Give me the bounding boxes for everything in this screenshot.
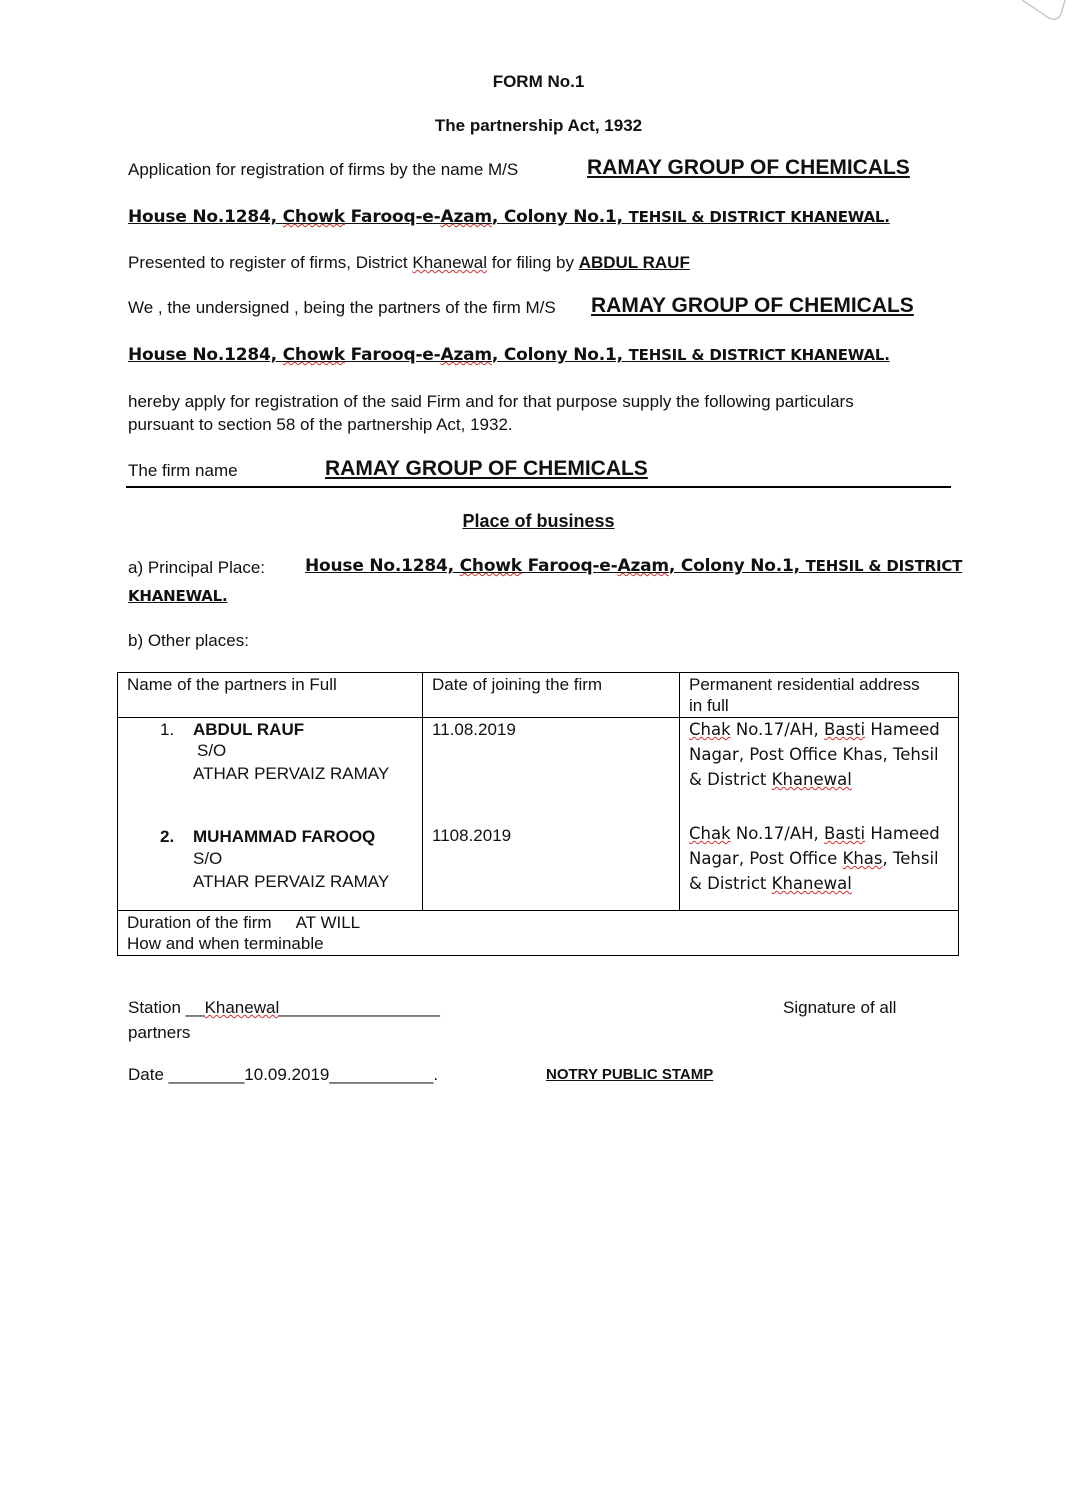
- duration-cell: [118, 911, 959, 956]
- act-title: The partnership Act, 1932: [434, 116, 643, 135]
- undersigned-prefix: We , the undersigned , being the partners of the firm M/S: [128, 298, 556, 317]
- address-line2: Nagar, Post Office Khas, Tehsil: [689, 745, 939, 764]
- address-part1: House No.1284,: [128, 345, 283, 365]
- address-chak-no: No.17/AH,: [730, 720, 825, 739]
- address-chowk: Chowk: [459, 556, 522, 576]
- principal-address: [305, 556, 962, 576]
- date-line: [128, 1065, 438, 1085]
- partner-2-name: MUHAMMAD FAROOQ: [193, 827, 376, 846]
- partner-1-number: 1.: [160, 720, 175, 739]
- address-basti: Basti: [824, 720, 866, 739]
- principal-tehsil: TEHSIL & DISTRICT: [805, 557, 963, 575]
- station-value: Khanewal: [204, 998, 280, 1017]
- partner-2-address: [689, 821, 940, 896]
- header-address-line1: Permanent residential address: [689, 675, 920, 694]
- partners-dates-cell: [423, 718, 680, 911]
- place-heading: Place of business: [462, 511, 615, 531]
- page-curl-corner: [1017, 0, 1077, 28]
- station-label: Station __: [128, 998, 205, 1017]
- address-chak-no: No.17/AH,: [730, 824, 825, 843]
- particulars-line-1: hereby apply for registration of the said Firm and for that purpose supply the following particulars: [128, 392, 854, 411]
- date-value: 10.09.2019: [244, 1065, 330, 1084]
- presented-prefix: Presented to register of firms, District: [128, 253, 413, 272]
- address-azam: Azam: [617, 556, 669, 576]
- partner-2-relation: S/O: [193, 849, 223, 868]
- duration-label: Duration of the firm: [127, 913, 272, 932]
- presented-line: [128, 253, 690, 273]
- firm-name-value: RAMAY GROUP OF CHEMICALS: [325, 457, 648, 480]
- date-trail: ___________.: [329, 1065, 439, 1084]
- partners-names-cell: [118, 718, 423, 911]
- partner-1-relation: S/O: [197, 741, 227, 760]
- firm-address-2: [128, 345, 890, 365]
- partner-1-date: 11.08.2019: [432, 720, 516, 739]
- partners-addresses-cell: [680, 718, 959, 911]
- station-line: [128, 998, 440, 1018]
- address-tehsil: TEHSIL & DISTRICT KHANEWAL.: [628, 346, 890, 364]
- partner-2-date: 1108.2019: [432, 826, 512, 845]
- address-district: & District: [689, 874, 772, 893]
- presented-district: Khanewal: [412, 253, 488, 272]
- header-address-line2: in full: [689, 696, 729, 715]
- principal-khanewal: KHANEWAL.: [128, 587, 228, 605]
- address-part3: , Colony No.1,: [491, 207, 629, 227]
- duration-value: AT WILL: [295, 913, 361, 932]
- address-part1: House No.1284,: [128, 207, 283, 227]
- address-part3: , Colony No.1,: [491, 345, 629, 365]
- header-date: Date of joining the firm: [423, 673, 680, 718]
- undersigned-firm-name: RAMAY GROUP OF CHEMICALS: [591, 294, 914, 317]
- address-azam: Azam: [440, 207, 492, 227]
- address-part2: Farooq-e-: [344, 207, 441, 227]
- firm-name-label: The firm name: [128, 461, 238, 480]
- address-chowk: Chowk: [282, 207, 345, 227]
- address-basti: Basti: [824, 824, 866, 843]
- partner-2-father: ATHAR PERVAIZ RAMAY: [193, 872, 390, 891]
- station-trail: _________________: [279, 998, 440, 1017]
- address-part3: , Colony No.1,: [668, 556, 806, 576]
- partners-table: [117, 672, 959, 956]
- address-post-office: Nagar, Post Office: [689, 849, 843, 868]
- table-row: [118, 718, 959, 911]
- address-chowk: Chowk: [282, 345, 345, 365]
- duration-row: [118, 911, 959, 956]
- address-part1: House No.1284,: [305, 556, 460, 576]
- date-label: Date ________: [128, 1065, 245, 1084]
- partner-1-father: ATHAR PERVAIZ RAMAY: [193, 764, 390, 783]
- address-hameed: Hameed: [865, 720, 940, 739]
- application-prefix: Application for registration of firms by the name M/S: [128, 160, 519, 179]
- partners-word: partners: [128, 1023, 191, 1042]
- termination-label: How and when terminable: [127, 934, 324, 953]
- firm-name-rule: [126, 486, 951, 488]
- notary-stamp: NOTRY PUBLIC STAMP: [546, 1066, 714, 1083]
- firm-address-1: [128, 207, 890, 227]
- partner-2-number: 2.: [160, 827, 175, 846]
- signature-label: Signature of all: [783, 998, 897, 1017]
- presented-filer: ABDUL RAUF: [578, 253, 690, 272]
- table-header-row: [118, 673, 959, 718]
- address-tehsil: , Tehsil: [882, 849, 939, 868]
- presented-middle: for filing by: [487, 253, 579, 272]
- partner-1-address: [689, 717, 940, 792]
- address-part2: Farooq-e-: [521, 556, 618, 576]
- other-places-label: b) Other places:: [128, 631, 249, 650]
- address-chak: Chak: [689, 720, 731, 739]
- particulars-line-2: pursuant to section 58 of the partnership Act, 1932.: [128, 415, 513, 434]
- principal-address-cont: [128, 586, 228, 606]
- principal-label: a) Principal Place:: [128, 558, 266, 577]
- application-firm-name: RAMAY GROUP OF CHEMICALS: [587, 156, 910, 179]
- address-khas: Khas: [842, 849, 883, 868]
- header-address: [680, 673, 959, 718]
- address-chak: Chak: [689, 824, 731, 843]
- address-tehsil: TEHSIL & DISTRICT KHANEWAL.: [628, 208, 890, 226]
- address-khanewal: Khanewal: [771, 770, 852, 789]
- address-district: & District: [689, 770, 772, 789]
- partner-1-name: ABDUL RAUF: [193, 720, 305, 739]
- header-name: Name of the partners in Full: [118, 673, 423, 718]
- address-azam: Azam: [440, 345, 492, 365]
- address-hameed: Hameed: [865, 824, 940, 843]
- form-number: FORM No.1: [492, 72, 585, 91]
- address-part2: Farooq-e-: [344, 345, 441, 365]
- address-khanewal: Khanewal: [771, 874, 852, 893]
